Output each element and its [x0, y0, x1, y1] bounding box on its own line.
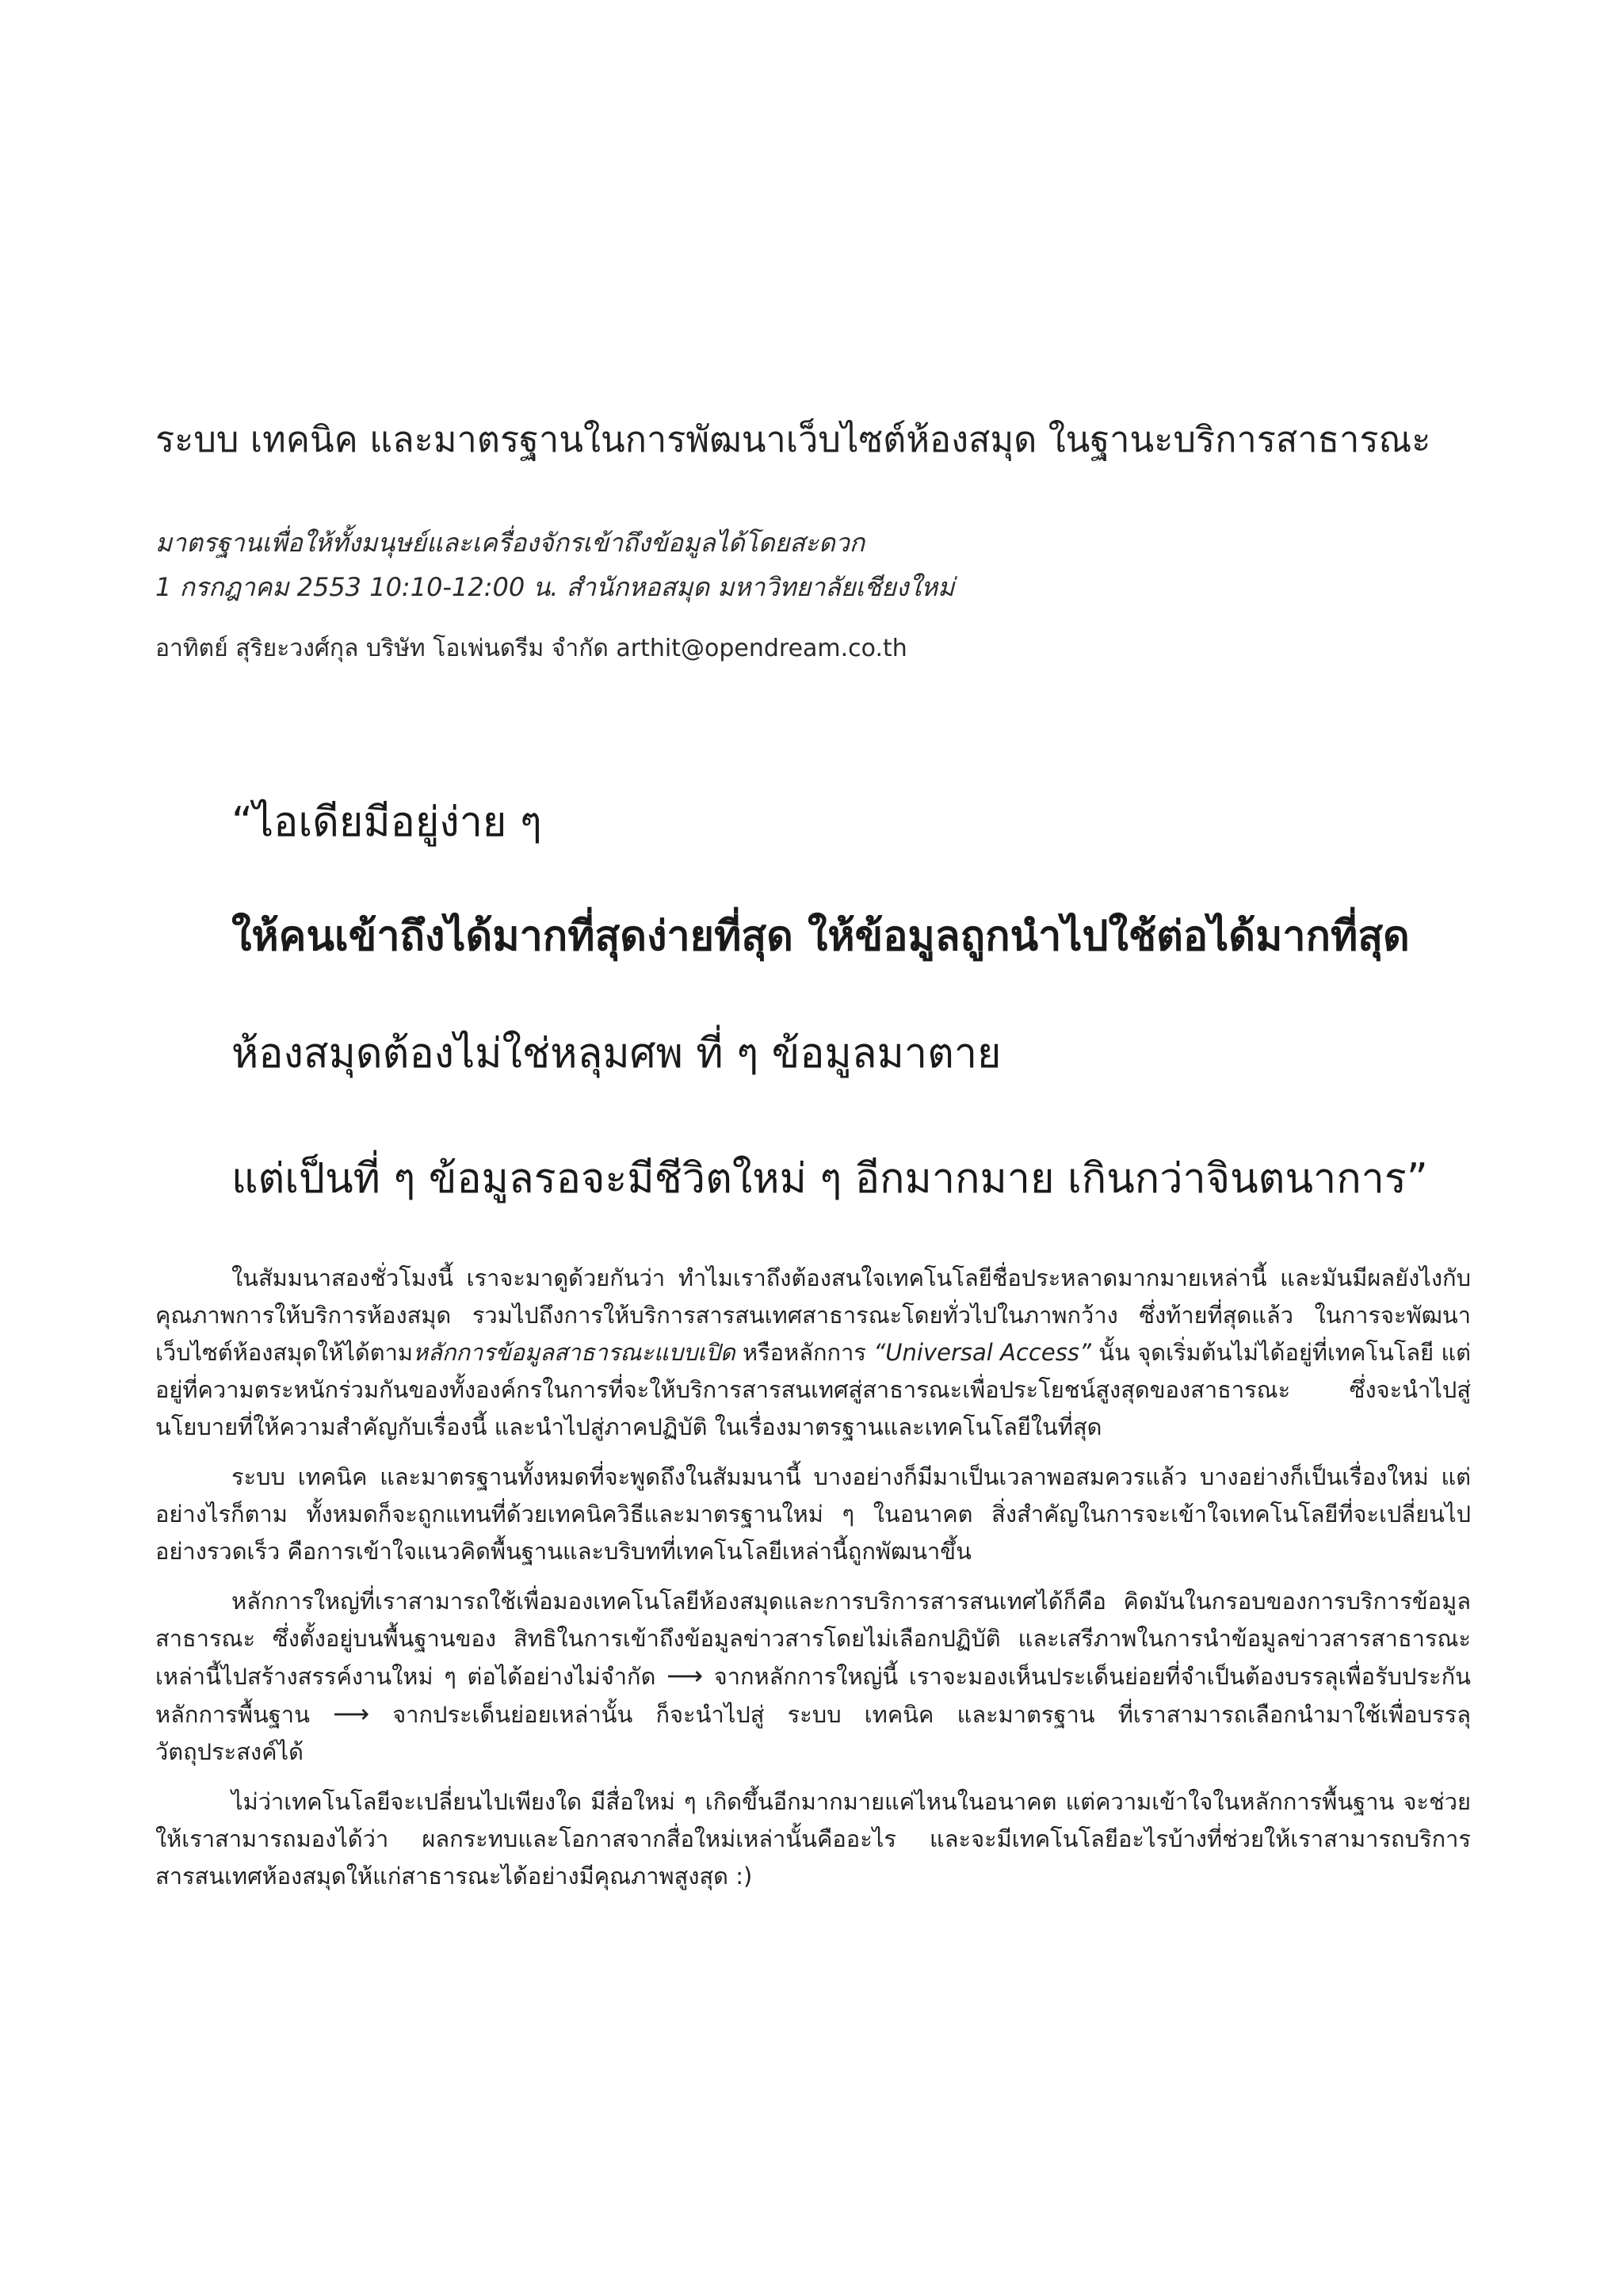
paragraph-1-text-c: นั้น จุดเริ่มต้นไม่ได้อยู่ที่เทคโนโลยี แต่อยู่ที่ความตระหนักร่วมกันของทั้งองค์กรในการที่จะให้บริการสารสนเทศสู่สาธารณะเพื่อประโยชน์สูงสุดของสาธารณะ ซึ่งจะนำไปสู่นโยบายที่ให้ความสำคัญกับเรื่องนี้ และนำไปสู่ภาคปฏิบัติ ในเรื่องมาตรฐานและเทคโนโลยีในที่สุด — [155, 1339, 1471, 1440]
quote-line-1: “ไอเดียมีอยู่ง่าย ๆ — [231, 799, 542, 846]
paragraph-3 — [155, 1583, 1471, 1771]
paragraph-1-emphasis: หลักการข้อมูลสาธารณะแบบเปิด — [412, 1339, 735, 1366]
paragraph-1-quoted-term: “Universal Access” — [873, 1339, 1091, 1366]
paragraph-1 — [155, 1260, 1471, 1446]
paragraph-4: ไม่ว่าเทคโนโลยีจะเปลี่ยนไปเพียงใด มีสื่อใหม่ ๆ เกิดขึ้นอีกมากมายแค่ไหนในอนาคต แต่ความเข้าใจในหลักการพื้นฐาน จะช่วยให้เราสามารถมองได้ว่า ผลกระทบและโอกาสจากสื่อใหม่เหล่านั้นคืออะไร และจะมีเทคโนโลยีอะไรบ้างที่ช่วยให้เราสามารถบริการสารสนเทศห้องสมุดให้แก่สาธารณะได้อย่างมีคุณภาพสูงสุด :) — [155, 1788, 1471, 1890]
body-text — [155, 1260, 1471, 1908]
arrow-right-icon: ⟶ — [666, 1661, 703, 1691]
document-subtitle: มาตรฐานเพื่อให้ทั้งมนุษย์และเครื่องจักรเข้าถึงข้อมูลได้โดยสะดวก — [155, 528, 865, 558]
paragraph-1-text-b: หรือหลักการ — [735, 1339, 874, 1366]
author-line: อาทิตย์ สุริยะวงศ์กุล บริษัท โอเพ่นดรีม จำกัด arthit@opendream.co.th — [155, 635, 907, 662]
paragraph-2: ระบบ เทคนิค และมาตรฐานทั้งหมดที่จะพูดถึงในสัมมนานี้ บางอย่างก็มีมาเป็นเวลาพอสมควรแล้ว บางอย่างก็เป็นเรื่องใหม่ แต่อย่างไรก็ตาม ทั้งหมดก็จะถูกแทนที่ด้วยเทคนิควิธีและมาตรฐานใหม่ ๆ ในอนาคต สิ่งสำคัญในการจะเข้าใจเทคโนโลยีที่จะเปลี่ยนไปอย่างรวดเร็ว คือการเข้าใจแนวคิดพื้นฐานและบริบทที่เทคโนโลยีเหล่านี้ถูกพัฒนาขึ้น — [155, 1463, 1471, 1565]
arrow-right-icon: ⟶ — [333, 1699, 369, 1729]
paragraph-3-text-a: หลักการใหญ่ที่เราสามารถใช้เพื่อมองเทคโนโลยีห้องสมุดและการบริการสารสนเทศได้ก็คือ คิดมันในกรอบของการบริการข้อมูลสาธารณะ ซึ่งตั้งอยู่บนพื้นฐานของ สิทธิในการเข้าถึงข้อมูลข่าวสารโดยไม่เลือกปฏิบัติ และเสรีภาพในการนำข้อมูลข่าวสารสาธารณะเหล่านี้ไปสร้างสรรค์งานใหม่ ๆ ต่อได้อย่างไม่จำกัด — [155, 1588, 1471, 1690]
quote-line-4: แต่เป็นที่ ๆ ข้อมูลรอจะมีชีวิตใหม่ ๆ อีกมากมาย เกินกว่าจินตนาการ” — [231, 1155, 1428, 1203]
quote-line-3: ห้องสมุดต้องไม่ใช่หลุมศพ ที่ ๆ ข้อมูลมาตาย — [231, 1030, 1002, 1077]
paragraph-3-text-b: จากหลักการใหญ่นี้ เราจะมองเห็นประเด็นย่อยที่จำเป็นต้องบรรลุเพื่อรับประกันหลักการพื้นฐาน — [155, 1663, 1471, 1728]
event-date-location: 1 กรกฎาคม 2553 10:10-12:00 น. สำนักหอสมุด มหาวิทยาลัยเชียงใหม่ — [155, 572, 955, 602]
document-title: ระบบ เทคนิค และมาตรฐานในการพัฒนาเว็บไซต์ห้องสมุด ในฐานะบริการสาธารณะ — [155, 418, 1431, 460]
paragraph-1-text-a: ในสัมมนาสองชั่วโมงนี้ เราจะมาดูด้วยกันว่า ทำไมเราถึงต้องสนใจเทคโนโลยีชื่อประหลาดมากมายเหล่านี้ และมันมีผลยังไงกับคุณภาพการให้บริการห้องสมุด รวมไปถึงการให้บริการสารสนเทศสาธารณะโดยทั่วไปในภาพกว้าง ซึ่งท้ายที่สุดแล้ว ในการจะพัฒนาเว็บไซต์ห้องสมุดให้ได้ตาม — [155, 1264, 1471, 1366]
paragraph-3-text-c: จากประเด็นย่อยเหล่านั้น ก็จะนำไปสู่ ระบบ เทคนิค และมาตรฐาน ที่เราสามารถเลือกนำมาใช้เพื่อบรรลุวัตถุประสงค์ได้ — [155, 1701, 1472, 1765]
quote-line-2: ให้คนเข้าถึงได้มากที่สุดง่ายที่สุด ให้ข้อมูลถูกนำไปใช้ต่อได้มากที่สุด — [231, 913, 1410, 960]
